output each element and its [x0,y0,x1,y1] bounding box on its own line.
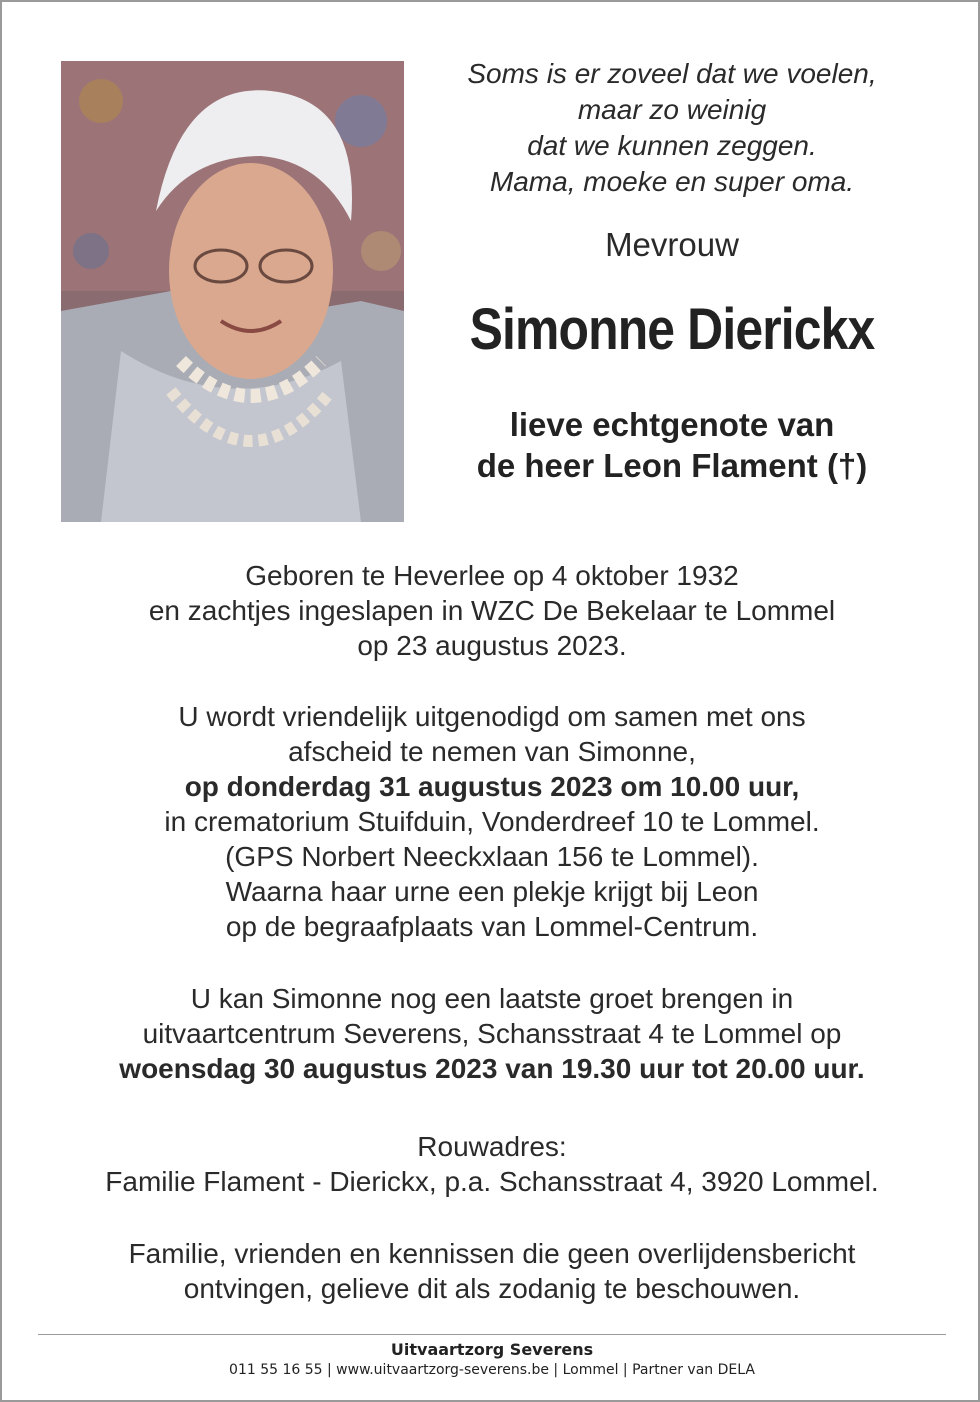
poem [422,56,922,200]
portrait-photo [61,61,404,522]
notice-line: Familie, vrienden en kennissen die geen overlijdensbericht [128,1238,856,1269]
birth-line: Geboren te Heverlee op 4 oktober 1932 [245,560,739,591]
funeral-home-contact: 011 55 16 55 | www.uitvaartzorg-severens.be | Lommel | Partner van DELA [229,1362,755,1378]
ceremony-datetime: op donderdag 31 augustus 2023 om 10.00 uur, [184,771,800,802]
ceremony-info [2,699,980,944]
ceremony-line: Waarna haar urne een plekje krijgt bij Leon [225,876,759,907]
visitation-datetime: woensdag 30 augustus 2023 van 19.30 uur tot 20.00 uur. [119,1053,865,1084]
address-value: Familie Flament - Dierickx, p.a. Schansstraat 4, 3920 Lommel. [105,1166,879,1197]
name-prefix: Mevrouw [605,226,739,263]
notice-line: ontvingen, gelieve dit als zodanig te beschouwen. [183,1273,801,1304]
ceremony-line: U wordt vriendelijk uitgenodigd om samen met ons [178,701,806,732]
ceremony-line: (GPS Norbert Neeckxlaan 156 te Lommel). [225,841,759,872]
address-label: Rouwadres: [417,1131,567,1162]
spouse-info [422,404,922,486]
visitation-line: U kan Simonne nog een laatste groet brengen in [190,983,794,1014]
poem-line: Mama, moeke en super oma. [489,166,855,197]
birth-line: en zachtjes ingeslapen in WZC De Bekelaar te Lommel [148,595,836,626]
spouse-line: lieve echtgenote van [509,406,835,443]
notice [2,1236,980,1306]
poem-line: dat we kunnen zeggen. [527,130,817,161]
mourning-address [2,1129,980,1199]
ceremony-line: afscheid te nemen van Simonne, [288,736,696,767]
poem-line: Soms is er zoveel dat we voelen, [467,58,877,89]
poem-line: maar zo weinig [577,94,767,125]
visitation-line: uitvaartcentrum Severens, Schansstraat 4 te Lommel op [142,1018,842,1049]
birth-death-info [2,558,980,663]
spouse-line: de heer Leon Flament (†) [476,447,868,484]
funeral-home-name: Uitvaartzorg Severens [390,1340,594,1359]
footer-divider [38,1334,946,1335]
ceremony-line: in crematorium Stuifduin, Vonderdreef 10 te Lommel. [164,806,820,837]
ceremony-line: op de begraafplaats van Lommel-Centrum. [225,911,759,942]
birth-line: op 23 augustus 2023. [357,630,627,661]
deceased-name: Simonne Dierickx [469,297,875,362]
visitation-info [2,981,980,1086]
